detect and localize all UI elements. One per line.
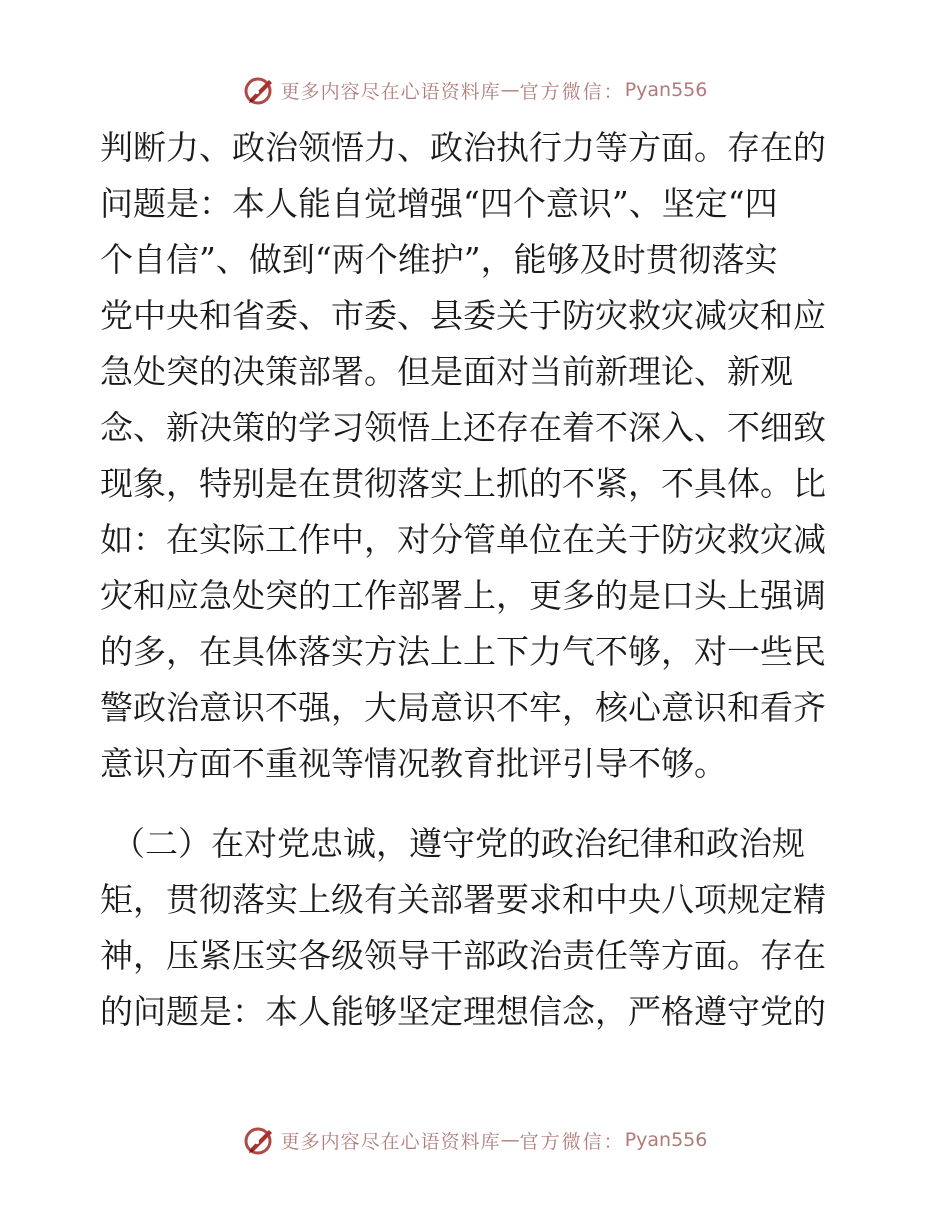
text-line: 的问题是：本人能够坚定理想信念，严格遵守党的 xyxy=(100,992,826,1031)
text-line: 问题是：本人能自觉增强“四个意识”、坚定“四 xyxy=(100,184,778,223)
text-line: 党中央和省委、市委、县委关于防灾救灾减灾和应 xyxy=(100,296,826,335)
text-line: 神，压紧压实各级领导干部政治责任等方面。存在 xyxy=(100,936,826,975)
watermark-banner-bottom xyxy=(0,1120,950,1160)
watermark-text: 更多内容尽在心语资料库 xyxy=(280,80,501,103)
watermark-separator: — xyxy=(500,1129,520,1151)
watermark-wechat-id: Pyan556 xyxy=(624,1129,708,1151)
text-line: 矩，贯彻落实上级有关部署要求和中央八项规定精 xyxy=(100,880,826,919)
watermark-text: 更多内容尽在心语资料库 xyxy=(280,1130,501,1153)
pen-logo-icon xyxy=(243,74,275,106)
text-line: 个自信”、做到“两个维护”，能够及时贯彻落实 xyxy=(100,240,778,279)
text-line: 判断力、政治领悟力、政治执行力等方面。存在的 xyxy=(100,128,826,167)
text-line: 灾和应急处突的工作部署上，更多的是口头上强调 xyxy=(100,576,826,615)
pen-logo-icon xyxy=(243,1124,275,1156)
paragraph-1 xyxy=(100,120,850,792)
section-heading-line: （二）在对党忠诚，遵守党的政治纪律和政治规 xyxy=(112,824,805,863)
watermark-wechat-id: Pyan556 xyxy=(624,79,708,101)
text-line: 的多，在具体落实方法上上下力气不够，对一些民 xyxy=(100,632,826,671)
text-line: 现象，特别是在贯彻落实上抓的不紧，不具体。比 xyxy=(100,464,826,503)
text-line: 如：在实际工作中，对分管单位在关于防灾救灾减 xyxy=(100,520,826,559)
watermark-separator: — xyxy=(500,79,520,101)
watermark-label: 官方微信： xyxy=(519,1130,625,1153)
watermark-banner-top xyxy=(0,70,950,110)
text-line: 意识方面不重视等情况教育批评引导不够。 xyxy=(100,744,727,783)
document-body xyxy=(100,120,850,1040)
text-line: 警政治意识不强，大局意识不牢，核心意识和看齐 xyxy=(100,688,826,727)
text-line: 念、新决策的学习领悟上还存在着不深入、不细致 xyxy=(100,408,826,447)
watermark-label: 官方微信： xyxy=(519,80,625,103)
paragraph-2 xyxy=(100,816,850,1040)
text-line: 急处突的决策部署。但是面对当前新理论、新观 xyxy=(100,352,793,391)
